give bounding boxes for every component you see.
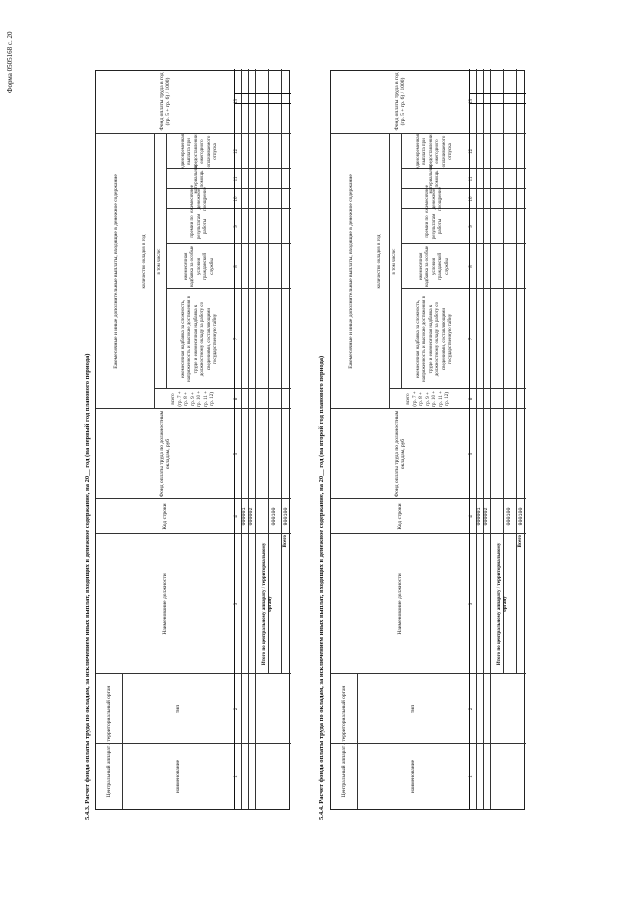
colnum-4: 4 [234,515,240,518]
total-central-code: 000100 [506,507,513,526]
col-monthly-group: Ежемесячные и иные дополнительные выплаты, входящие в денежное содержание [347,174,354,369]
form-number: Форма 0505168 с. 20 [6,31,14,93]
col-13: Фонд оплаты труда в год (гр. 5 + гр. 6) / 1000) [393,72,406,131]
col-months: количество окладов в год [141,234,147,289]
row-code-2: 000002 [248,507,255,526]
colnum-4: 4 [469,515,475,518]
colnum-11: 11 [469,176,475,182]
colnum-8: 8 [469,265,475,268]
row-code-1: 000001 [241,507,248,526]
colnum-1: 1 [234,775,240,778]
col-incl: в том числе: [156,248,162,275]
col-type: тип [174,704,181,714]
col-name: наименование [409,759,416,794]
colnum-12: 12 [234,149,240,154]
col-total: всего (гр. 7 + гр. 8 + гр. 9 + гр. 10 + гр. 11 + гр. 12) [406,390,451,408]
table-2 [330,70,525,810]
col-type: тип [409,704,416,714]
col-11: материальная помощь [428,164,440,194]
colnum-10: 10 [469,196,475,202]
col-12: единовременная выплата при предоставлении ежегодного оплачиваемого отпуска [180,134,218,169]
col-12: единовременная выплата при предоставлении ежегодного оплачиваемого отпуска [415,134,453,169]
total-label: Всего [517,535,523,548]
colnum-1: 1 [469,775,475,778]
col-position: Наименование должности [161,573,168,635]
colnum-13: 13 [234,99,240,104]
col-monthly-group: Ежемесячные и иные дополнительные выплаты, входящие в денежное содержание [112,174,119,369]
total-code: 900100 [282,507,289,526]
col-code: Код строки [396,503,403,530]
col-name: наименование [174,759,181,794]
col-incl: в том числе: [391,248,397,275]
row-code-1: 000001 [476,507,483,526]
col-total: всего (гр. 7 + гр. 8 + гр. 9 + гр. 10 + гр. 11 + гр. 12) [171,390,216,408]
table-2-caption: 5.4.4. Расчет фонда оплаты труда по окладам, за исключением иных выплат, входящих в денежное содержание, на 20__ год (на второй год планового периода) [318,355,325,820]
col-11: материальная помощь [193,164,205,194]
col-8: ежемесячная надбавка за особые условия гражданской службы [183,245,215,288]
colnum-8: 8 [234,265,240,268]
colnum-11: 11 [234,176,240,182]
group-label: Центральный аппарат / территориальный орган [105,685,112,798]
total-code: 900100 [517,507,524,526]
total-label: Всего [282,535,288,548]
table-1 [95,70,290,810]
total-central-code: 000100 [271,507,278,526]
colnum-2: 2 [234,707,240,711]
col-9: премии по результатам работы [190,213,209,240]
colnum-10: 10 [234,196,240,202]
col-fund-salary: Фонд оплаты труда по должностным окладам, руб [158,410,171,498]
col-months: количество окладов в год [376,234,382,289]
colnum-6: 6 [469,397,475,401]
colnum-13: 13 [469,99,475,104]
colnum-5: 5 [234,452,240,456]
col-10: ежемесячное денежное поощрение [190,185,209,213]
colnum-7: 7 [469,337,475,341]
total-central-label: Итого по центральному аппарату / территориальному органу [261,542,273,666]
colnum-12: 12 [469,149,475,154]
col-code: Код строки [161,503,168,530]
colnum-5: 5 [469,452,475,456]
col-10: ежемесячное денежное поощрение [425,185,444,213]
group-label: Центральный аппарат / территориальный орган [340,685,347,798]
col-13: Фонд оплаты труда в год (гр. 5 + гр. 6) / 1000) [158,72,171,131]
total-central-label: Итого по центральному аппарату / территориальному органу [496,542,508,666]
col-7: ежемесячная надбавка за сложность, напряженность и высокие достижения в труде и ежемесячная надбавка к должностному окладу за работу со сведениями, составляющими государственную тайну [180,296,218,382]
col-9: премии по результатам работы [425,213,444,240]
table-1-caption: 5.4.3. Расчет фонда оплаты труда по окладам, за исключением иных выплат, входящих в денежное содержание, на 20__ год (на первый год планового периода) [84,353,91,820]
colnum-7: 7 [234,337,240,341]
col-7: ежемесячная надбавка за сложность, напряженность и высокие достижения в труде и ежемесячная надбавка к должностному окладу за работу со сведениями, составляющими государственную тайну [415,296,453,382]
colnum-3: 3 [469,602,475,606]
col-8: ежемесячная надбавка за особые условия гражданской службы [418,245,450,288]
row-code-2: 000002 [483,507,490,526]
col-position: Наименование должности [396,573,403,635]
colnum-6: 6 [234,397,240,401]
colnum-2: 2 [469,707,475,711]
colnum-9: 9 [469,225,475,228]
colnum-9: 9 [234,225,240,228]
colnum-3: 3 [234,602,240,606]
col-fund-salary: Фонд оплаты труда по должностным окладам, руб [393,410,406,498]
